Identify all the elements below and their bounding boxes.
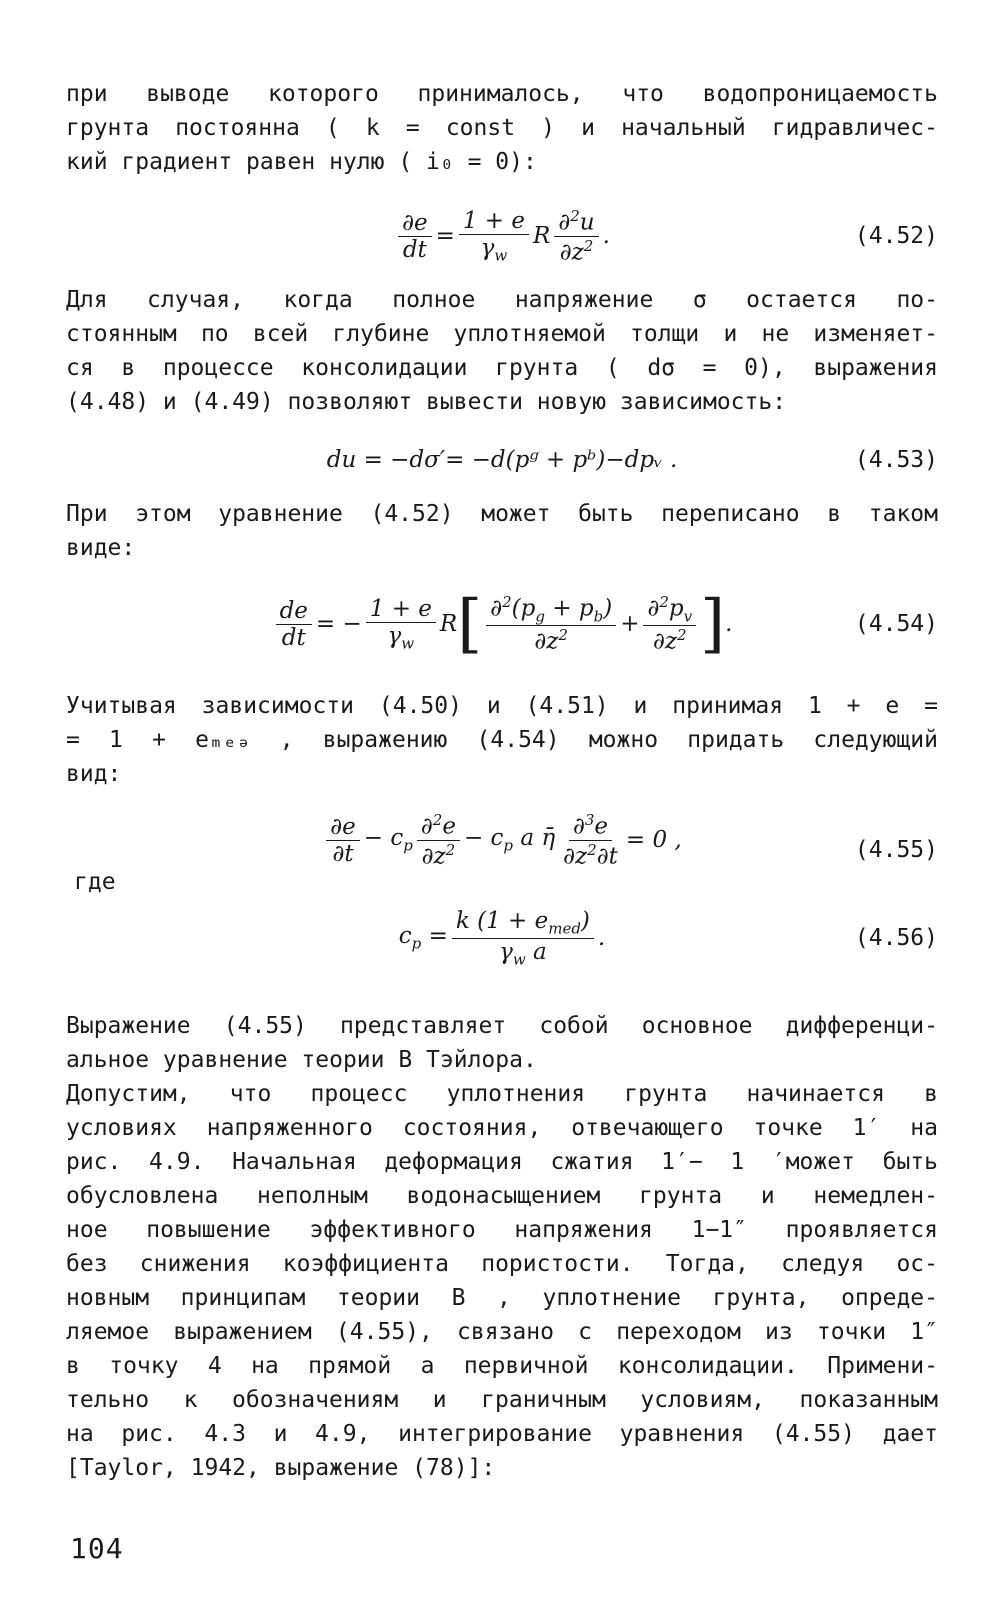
text-line: в точку 4 на прямой a первичной консолидации. Примени- — [66, 1353, 938, 1379]
text-line: ляемое выражением (4.55), связано с переходом из точки 1″ — [66, 1319, 938, 1345]
equation-4-53 — [66, 420, 938, 500]
text-line: новным принципам теории B , уплотнение грунта, опреде- — [66, 1285, 938, 1311]
text-line: (4.48) и (4.49) позволяют вывести новую зависимость: — [66, 389, 787, 415]
equation-4-55: $\frac{\partial e}{\partial t}$ − $c_p$ $\frac{\partial^2e}{\partial z^2}$ − $c_p$ a η̄ $\frac{\partial^3e}{\partial z^2\partial t}$ = 0 , (4.55) — [66, 800, 938, 880]
text-line: вид: — [66, 761, 122, 787]
equation-number: (4.56) — [854, 925, 938, 951]
page-number: 104 — [70, 1532, 124, 1565]
equation-number: (4.55) — [854, 836, 938, 863]
text-line: виде: — [66, 535, 136, 561]
equation-number: (4.52) — [854, 223, 938, 249]
equation-4-52: $\frac{\partial e}{dt}$ = $\frac{1 + e}{\gamma_w}$ R $\frac{\partial^2u}{\partial z^2}$ . (4.52) — [66, 196, 938, 276]
equation-number: (4.54) — [854, 611, 938, 637]
text-line: Допустим, что процесс уплотнения грунта начинается в — [66, 1081, 938, 1107]
text-line: тельно к обозначениям и граничным условиям, показанным — [66, 1387, 938, 1413]
text-line: без снижения коэффициента пористости. Тогда, следуя ос- — [66, 1251, 938, 1277]
equation-4-56: $c_p$ = $\frac{k (1 + e_{med})}{\gamma_w a}$ . (4.56) — [398, 907, 938, 969]
text-line: стоянным по всей глубине уплотняемой толщи и не изменяет- — [66, 321, 938, 347]
text-line: При этом уравнение (4.52) может быть переписано в таком — [66, 501, 938, 527]
text-line: Для случая, когда полное напряжение σ остается по- — [66, 287, 938, 313]
text-line: альное уравнение теории B Тэйлора. — [66, 1047, 537, 1073]
text-line: ся в процессе консолидации грунта ( dσ = 0), выражения — [66, 355, 938, 381]
text-line: при выводе которого принималось, что водопроницаемость — [66, 81, 938, 107]
text-line: где — [74, 869, 116, 895]
equation-4-54: $\frac{de}{dt}$ = − $\frac{1 + e}{\gamma_w}$ R [ $\frac{\partial^2(p_g + p_b)}{\partial z^2}$ + $\frac{\partial^2p_v}{\partial z^2}$ ] . (4.54) — [66, 584, 938, 664]
text-line: Выражение (4.55) представляет собой основное дифференци- — [66, 1013, 938, 1039]
text-line: ное повышение эффективного напряжения 1−1″ проявляется — [66, 1217, 938, 1243]
equation-expression: du = −dσ′= −d(pᵍ + pᵇ)−dpᵥ . — [326, 447, 678, 473]
text-line: грунта постоянна ( k = const ) и начальный гидравличес- — [66, 115, 938, 141]
text-line: обусловлена неполным водонасыщением грунта и немедлен- — [66, 1183, 938, 1209]
text-line: на рис. 4.3 и 4.9, интегрирование уравнения (4.55) дает — [66, 1421, 938, 1447]
text-line: условиях напряженного состояния, отвечающего точке 1′ на — [66, 1115, 938, 1141]
equation-number: (4.53) — [854, 447, 938, 473]
text-line: = 1 + eₘₑₔ , выражению (4.54) можно придать следующий — [66, 727, 938, 753]
text-line: рис. 4.9. Начальная деформация сжатия 1′− 1 ′может быть — [66, 1149, 938, 1175]
text-line: [Taylor, 1942, выражение (78)]: — [66, 1455, 496, 1481]
text-line: кий градиент равен нулю ( i₀ = 0): — [66, 149, 537, 175]
text-line: Учитывая зависимости (4.50) и (4.51) и принимая 1 + e = — [66, 693, 938, 719]
